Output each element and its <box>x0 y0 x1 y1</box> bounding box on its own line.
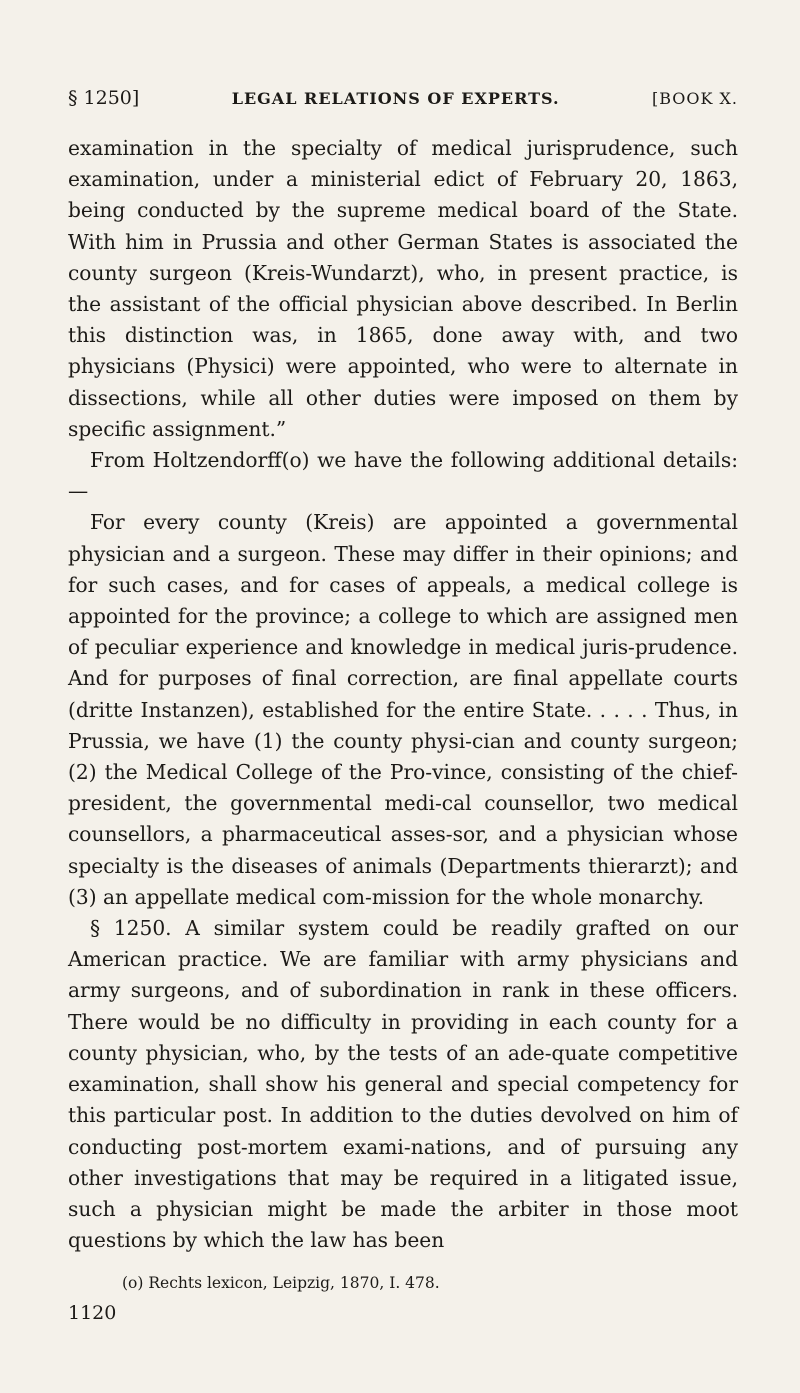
header-section: § 1250] <box>68 87 140 109</box>
paragraph-section-1250: § 1250. A similar system could be readily grafted on our American practice. We are familiar with army physicians and army surgeons, and of subordination in rank in these officers. There would be no difficulty in providing in each county for a county physician, who, by the tests of an ade-quate competitive examination, shall show his general and special competency for this particular post. In addition to the duties devolved on him of conducting post-mortem exami-nations, and of pursuing any other investigations that may be required in a litigated issue, such a physician might be made the arbiter in those moot questions by which the law has been <box>68 916 738 1253</box>
page-footer <box>68 1272 738 1326</box>
header-book: [BOOK X. <box>651 89 738 108</box>
header-title: LEGAL RELATIONS OF EXPERTS. <box>231 89 560 108</box>
footnote: (o) Rechts lexicon, Leipzig, 1870, I. 478. <box>122 1274 440 1292</box>
paragraph-county-system: For every county (Kreis) are appointed a governmental physician and a surgeon. These may differ in their opinions; and for such cases, and for cases of appeals, a medical college is appointed for the province; a college to which are assigned men of peculiar experience and knowledge in medical juris-prudence. And for purposes of final correction, are final appellate courts (dritte Instanzen), established for the entire State. . . . . Thus, in Prussia, we have (1) the county physi-cian and county surgeon; (2) the Medical College of the Pro-vince, consisting of the chief-president, the governmental medi-cal counsellor, two medical counsellors, a pharmaceutical asses-sor, and a physician whose specialty is the diseases of animals (Departments thierarzt); and (3) an appellate medical com-mission for the whole monarchy. <box>68 510 738 909</box>
page <box>68 84 738 1256</box>
page-number: 1120 <box>68 1302 117 1324</box>
running-header <box>68 84 738 113</box>
body-text <box>68 133 738 1256</box>
paragraph-holtzendorff: From Holtzendorff(o) we have the following additional details:— <box>68 448 738 504</box>
paragraph-continuation: examination in the specialty of medical jurisprudence, such examination, under a ministerial edict of February 20, 1863, being conducted by the supreme medical board of the State. With him in Prussia and other German States is associated the county surgeon (Kreis-Wundarzt), who, in present practice, is the assistant of the official physician above described. In Berlin this distinction was, in 1865, done away with, and two physicians (Physici) were appointed, who were to alternate in dissections, while all other duties were imposed on them by specific assignment.” <box>68 136 738 441</box>
